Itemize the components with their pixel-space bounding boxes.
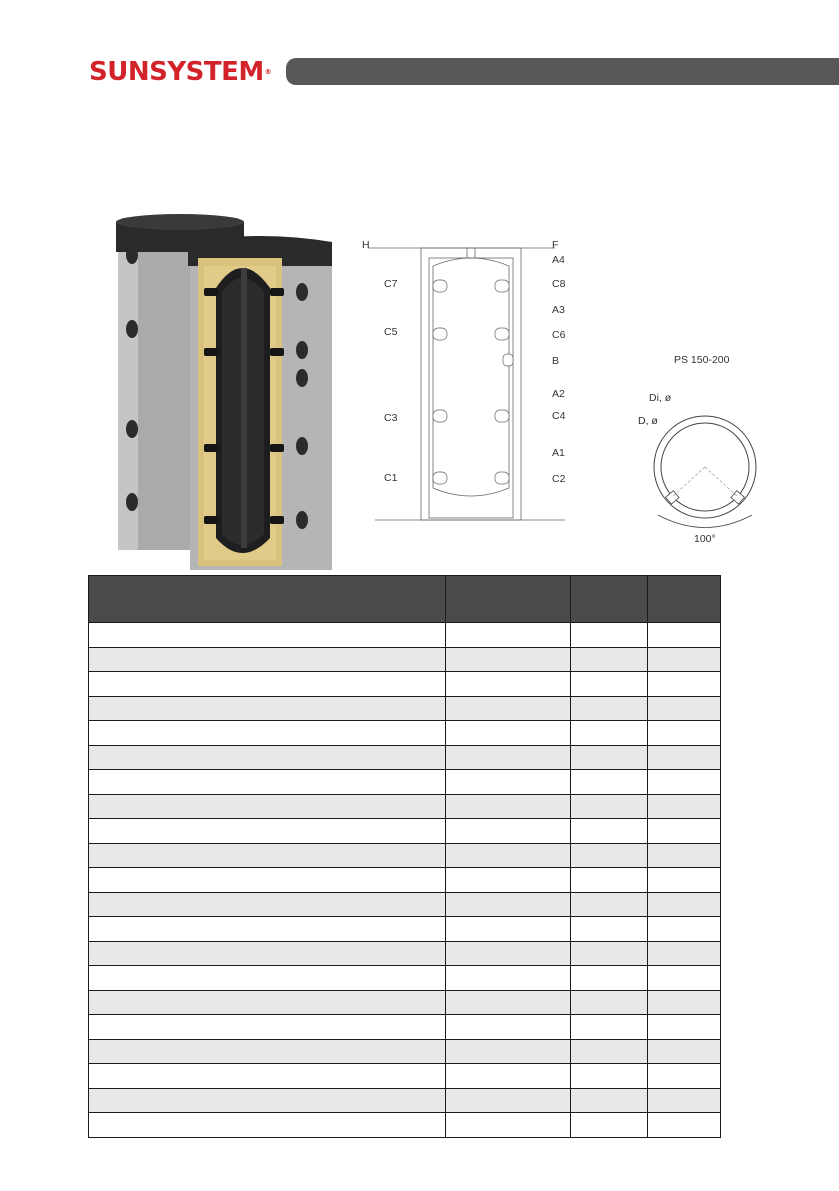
table-row: [89, 696, 721, 721]
table-cell: [89, 721, 446, 746]
plan-inner-diameter-label: Di, ø: [649, 392, 672, 404]
table-cell: [89, 1039, 446, 1064]
table-cell: [446, 721, 571, 746]
table-cell: [446, 647, 571, 672]
plan-title: PS 150-200: [674, 354, 730, 366]
table-cell: [446, 1064, 571, 1089]
table-header-cell: [648, 576, 721, 623]
table-cell: [648, 990, 721, 1015]
table-cell: [446, 1039, 571, 1064]
table-row: [89, 745, 721, 770]
table-row: [89, 1088, 721, 1113]
table-cell: [89, 892, 446, 917]
table-cell: [89, 745, 446, 770]
table-cell: [571, 1064, 648, 1089]
table-row: [89, 990, 721, 1015]
table-cell: [89, 770, 446, 795]
table-cell: [571, 745, 648, 770]
table-row: [89, 868, 721, 893]
table-row: [89, 672, 721, 697]
table-cell: [648, 647, 721, 672]
table-row: [89, 917, 721, 942]
table-cell: [89, 843, 446, 868]
table-row: [89, 623, 721, 648]
table-cell: [571, 917, 648, 942]
label-B: B: [552, 355, 560, 367]
table-cell: [446, 990, 571, 1015]
table-cell: [89, 1015, 446, 1040]
label-C7: C7: [384, 278, 398, 290]
table-cell: [571, 819, 648, 844]
table-cell: [648, 794, 721, 819]
table-cell: [446, 623, 571, 648]
table-cell: [648, 892, 721, 917]
table-cell: [648, 745, 721, 770]
table-row: [89, 892, 721, 917]
table-row: [89, 647, 721, 672]
label-A3: A3: [552, 304, 565, 316]
table-cell: [571, 1088, 648, 1113]
table-cell: [89, 868, 446, 893]
table-cell: [89, 696, 446, 721]
table-cell: [89, 941, 446, 966]
table-cell: [571, 672, 648, 697]
brand-logo: [89, 55, 271, 89]
table-row: [89, 1113, 721, 1138]
table-cell: [89, 819, 446, 844]
label-C5: C5: [384, 326, 398, 338]
table-cell: [446, 1113, 571, 1138]
label-C1: C1: [384, 472, 398, 484]
table-cell: [648, 1015, 721, 1040]
table-cell: [89, 917, 446, 942]
table-header-cell: [571, 576, 648, 623]
table-cell: [648, 843, 721, 868]
table-cell: [648, 819, 721, 844]
plan-angle-label: 100°: [694, 533, 716, 545]
table-cell: [446, 819, 571, 844]
table-cell: [571, 868, 648, 893]
table-row: [89, 794, 721, 819]
table-cell: [648, 917, 721, 942]
dimension-drawing: [355, 232, 575, 532]
table-cell: [571, 721, 648, 746]
table-row: [89, 1039, 721, 1064]
table-cell: [446, 770, 571, 795]
table-cell: [571, 966, 648, 991]
table-row: [89, 1015, 721, 1040]
table-cell: [571, 794, 648, 819]
table-row: [89, 966, 721, 991]
label-F: F: [552, 239, 559, 251]
table-cell: [571, 892, 648, 917]
label-C3: C3: [384, 412, 398, 424]
table-cell: [446, 868, 571, 893]
table-cell: [648, 672, 721, 697]
table-cell: [571, 990, 648, 1015]
table-row: [89, 1064, 721, 1089]
table-cell: [89, 1064, 446, 1089]
table-cell: [89, 672, 446, 697]
table-row: [89, 819, 721, 844]
table-cell: [648, 966, 721, 991]
table-cell: [648, 1113, 721, 1138]
table-header-cell: [89, 576, 446, 623]
table-cell: [446, 1015, 571, 1040]
table-cell: [648, 721, 721, 746]
table-header-row: [89, 576, 721, 623]
table-cell: [571, 1113, 648, 1138]
table-cell: [446, 917, 571, 942]
table-cell: [446, 892, 571, 917]
table-cell: [571, 647, 648, 672]
table-cell: [648, 696, 721, 721]
table-cell: [446, 672, 571, 697]
table-cell: [89, 1113, 446, 1138]
label-A2: A2: [552, 388, 565, 400]
table-cell: [648, 941, 721, 966]
label-A4: A4: [552, 254, 565, 266]
table-cell: [648, 1088, 721, 1113]
table-cell: [571, 623, 648, 648]
specification-table: [88, 575, 721, 1138]
table-row: [89, 941, 721, 966]
table-cell: [571, 1015, 648, 1040]
table-cell: [648, 770, 721, 795]
label-H: H: [362, 239, 370, 251]
table-cell: [446, 745, 571, 770]
table-cell: [446, 941, 571, 966]
brand-name: SUNSYSTEM: [89, 57, 264, 87]
brand-reg-mark: ®: [264, 68, 272, 76]
plan-view-diagram: [625, 345, 775, 555]
table-cell: [446, 696, 571, 721]
table-cell: [571, 696, 648, 721]
table-cell: [571, 941, 648, 966]
product-image: [112, 208, 340, 576]
label-C2: C2: [552, 473, 566, 485]
table-row: [89, 721, 721, 746]
table-cell: [446, 843, 571, 868]
table-row: [89, 770, 721, 795]
label-C6: C6: [552, 329, 566, 341]
table-cell: [648, 1064, 721, 1089]
label-C8: C8: [552, 278, 566, 290]
table-cell: [648, 623, 721, 648]
table-cell: [571, 770, 648, 795]
header-bar: [286, 58, 839, 85]
table-cell: [648, 1039, 721, 1064]
table-cell: [89, 647, 446, 672]
table-cell: [89, 794, 446, 819]
label-C4: C4: [552, 410, 566, 422]
table-cell: [446, 966, 571, 991]
table-cell: [446, 794, 571, 819]
table-cell: [571, 843, 648, 868]
table-cell: [446, 1088, 571, 1113]
label-A1: A1: [552, 447, 565, 459]
table-cell: [571, 1039, 648, 1064]
table-cell: [89, 966, 446, 991]
table-cell: [89, 990, 446, 1015]
table-row: [89, 843, 721, 868]
table-header-cell: [446, 576, 571, 623]
table-cell: [89, 623, 446, 648]
table-cell: [89, 1088, 446, 1113]
table-cell: [648, 868, 721, 893]
plan-outer-diameter-label: D, ø: [638, 415, 658, 427]
